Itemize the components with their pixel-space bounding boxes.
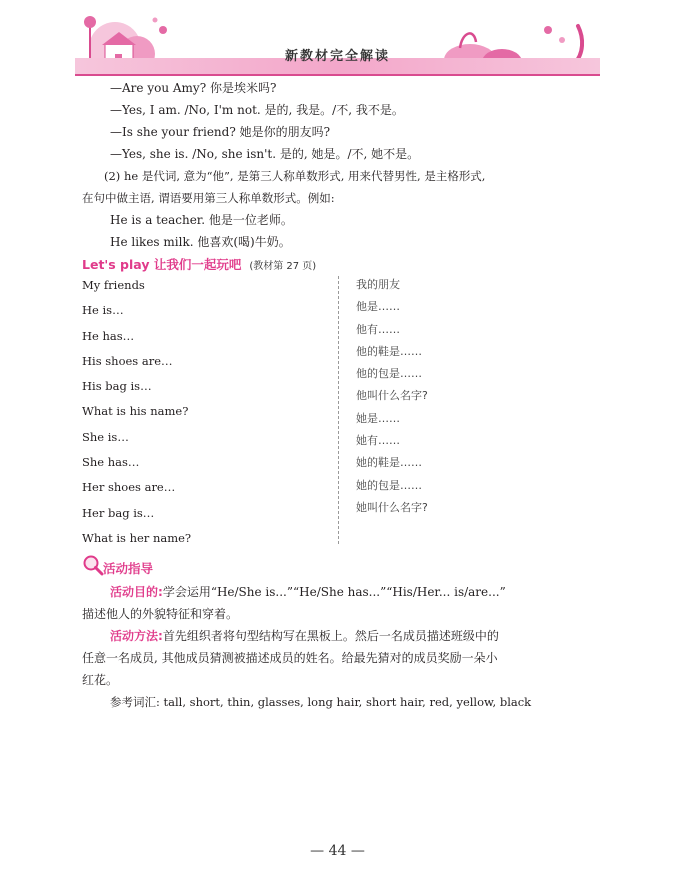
english-line: His bag is… (82, 379, 152, 394)
example-line: He is a teacher. 他是一位老师。 (110, 213, 293, 227)
example-line: He likes milk. 他喜欢(喝)牛奶。 (110, 235, 291, 249)
chinese-line: 他的包是…… (356, 367, 422, 381)
chinese-line: 他是…… (356, 300, 400, 314)
activity-method-cont: 任意一名成员, 其他成员猜测被描述成员的姓名。给最先猜对的成员奖励一朵小 (82, 651, 498, 665)
english-line: She is… (82, 429, 129, 444)
activity-guide-title: 活动指导 (103, 561, 154, 576)
english-line: What is his name? (82, 404, 189, 419)
magnifier-icon (82, 554, 104, 576)
column-divider (338, 276, 339, 544)
lets-play-title (82, 255, 316, 273)
english-line: He has… (82, 328, 135, 343)
chinese-line: 我的朋友 (356, 278, 400, 291)
dialogue-line: —Yes, I am. /No, I'm not. 是的, 我是。/不, 我不是。 (110, 103, 404, 117)
activity-method (110, 625, 499, 647)
english-line: He is… (82, 303, 124, 318)
purpose-text: 学会运用“He/She is...”“He/She has...”“His/Her... is/are...” (162, 585, 506, 599)
english-line: Her shoes are… (82, 480, 176, 495)
method-text: 首先组织者将句型结构写在黑板上。然后一名成员描述班级中的 (162, 629, 499, 643)
reference-vocab: 参考词汇: tall, short, thin, glasses, long hair, short hair, red, yellow, black (110, 695, 532, 709)
english-line: My friends (82, 278, 145, 292)
textbook-page-ref: (教材第 27 页) (249, 261, 317, 272)
activity-purpose (110, 581, 506, 603)
chinese-line: 她是…… (356, 411, 400, 425)
chinese-line: 他的鞋是…… (356, 344, 422, 358)
purpose-label: 活动目的: (110, 585, 163, 599)
chinese-line: 她的鞋是…… (356, 456, 422, 470)
chinese-line: 她的包是…… (356, 478, 422, 492)
header-title: 新教材完全解读 (284, 49, 390, 64)
note-line-1: (2) he 是代词, 意为“他”, 是第三人称单数形式, 用来代替男性, 是主格形式, (104, 169, 486, 183)
page-header (0, 0, 675, 80)
english-line: She has… (82, 455, 140, 470)
dialogue-line: —Are you Amy? 你是埃米吗? (110, 81, 277, 95)
header-divider (75, 74, 600, 76)
english-line: His shoes are… (82, 353, 173, 368)
english-column (82, 277, 332, 555)
note-line-2: 在句中做主语, 谓语要用第三人称单数形式。例如: (82, 191, 335, 205)
dialogue-line: —Yes, she is. /No, she isn't. 是的, 她是。/不, 她不是。 (110, 147, 420, 161)
method-label: 活动方法: (110, 629, 163, 643)
lets-play-heading: Let's play 让我们一起玩吧 (82, 257, 242, 272)
chinese-line: 她有…… (356, 434, 400, 448)
chinese-line: 她叫什么名字? (356, 500, 428, 514)
chinese-column (356, 277, 556, 522)
chinese-line: 他叫什么名字? (356, 389, 428, 403)
activity-method-cont: 红花。 (82, 673, 119, 687)
dialogue-line: —Is she your friend? 她是你的朋友吗? (110, 125, 331, 139)
page-number: — 44 — (310, 843, 365, 859)
activity-purpose-cont: 描述他人的外貌特征和穿着。 (82, 607, 239, 621)
english-line: Her bag is… (82, 505, 155, 520)
english-line: What is her name? (82, 530, 192, 545)
chinese-line: 他有…… (356, 322, 400, 336)
